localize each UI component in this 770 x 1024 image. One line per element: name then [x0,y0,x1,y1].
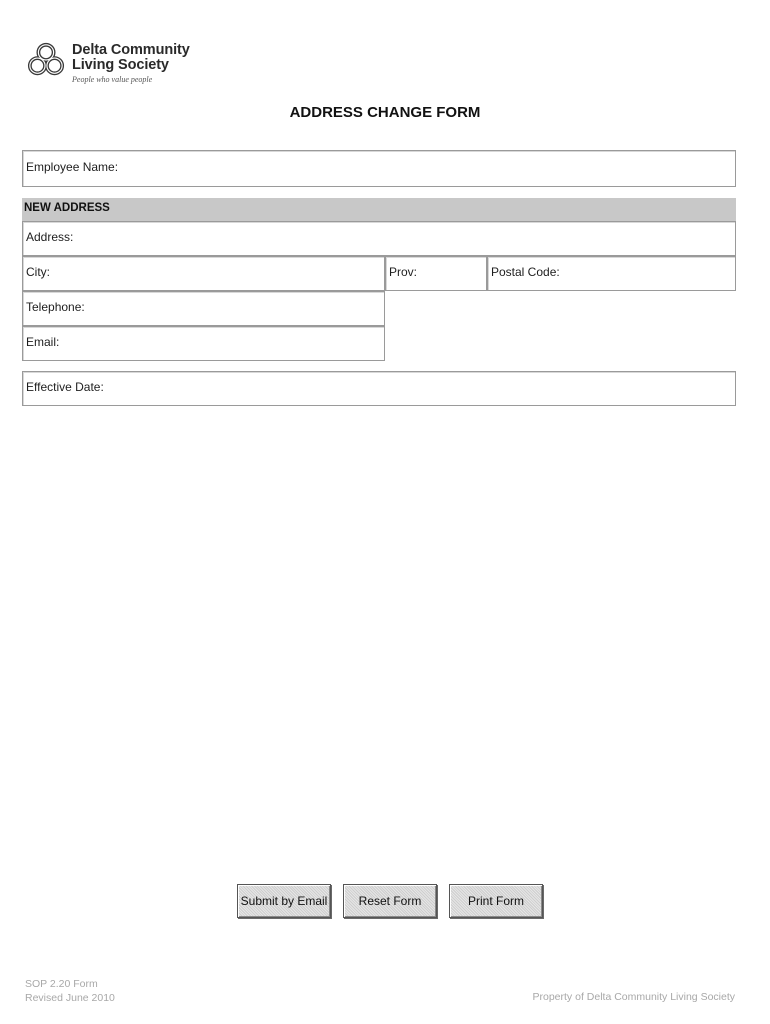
email-label: Email: [26,335,60,349]
employee-name-input[interactable] [23,151,735,186]
org-logo [27,38,207,88]
postal-code-label: Postal Code: [491,265,560,279]
print-form-button[interactable]: Print Form [449,884,543,918]
footer-revised-date: Revised June 2010 [25,992,115,1004]
org-tagline: People who value people [72,75,153,84]
employee-name-label: Employee Name: [26,160,119,174]
city-label: City: [26,265,50,279]
effective-date-field[interactable] [22,371,736,406]
prov-input[interactable] [386,257,486,290]
new-address-section-header [22,198,736,221]
postal-code-input[interactable] [488,257,735,290]
footer-sop-number: SOP 2.20 Form [25,978,98,990]
email-input[interactable] [23,327,384,360]
new-address-section-title: NEW ADDRESS [24,202,110,214]
address-field[interactable] [22,221,736,256]
city-input[interactable] [23,257,384,290]
submit-by-email-button[interactable]: Submit by Email [237,884,331,918]
telephone-label: Telephone: [26,300,85,314]
prov-field[interactable] [385,256,487,291]
prov-label: Prov: [389,265,418,279]
footer-property-notice: Property of Delta Community Living Society [532,991,735,1003]
form-title: ADDRESS CHANGE FORM [289,104,481,121]
employee-name-field[interactable] [22,150,736,187]
effective-date-input[interactable] [23,372,735,405]
effective-date-label: Effective Date: [26,380,104,394]
telephone-field[interactable] [22,291,385,326]
org-name-line2: Living Society [72,57,169,73]
city-field[interactable] [22,256,385,291]
interlocking-circles-logo-icon [27,40,65,80]
address-label: Address: [26,230,74,244]
footer-form-info [25,977,115,1005]
postal-code-field[interactable] [487,256,736,291]
address-input[interactable] [23,222,735,255]
email-field[interactable] [22,326,385,361]
org-name-line1: Delta Community [72,42,190,58]
reset-form-button[interactable]: Reset Form [343,884,437,918]
telephone-input[interactable] [23,292,384,325]
